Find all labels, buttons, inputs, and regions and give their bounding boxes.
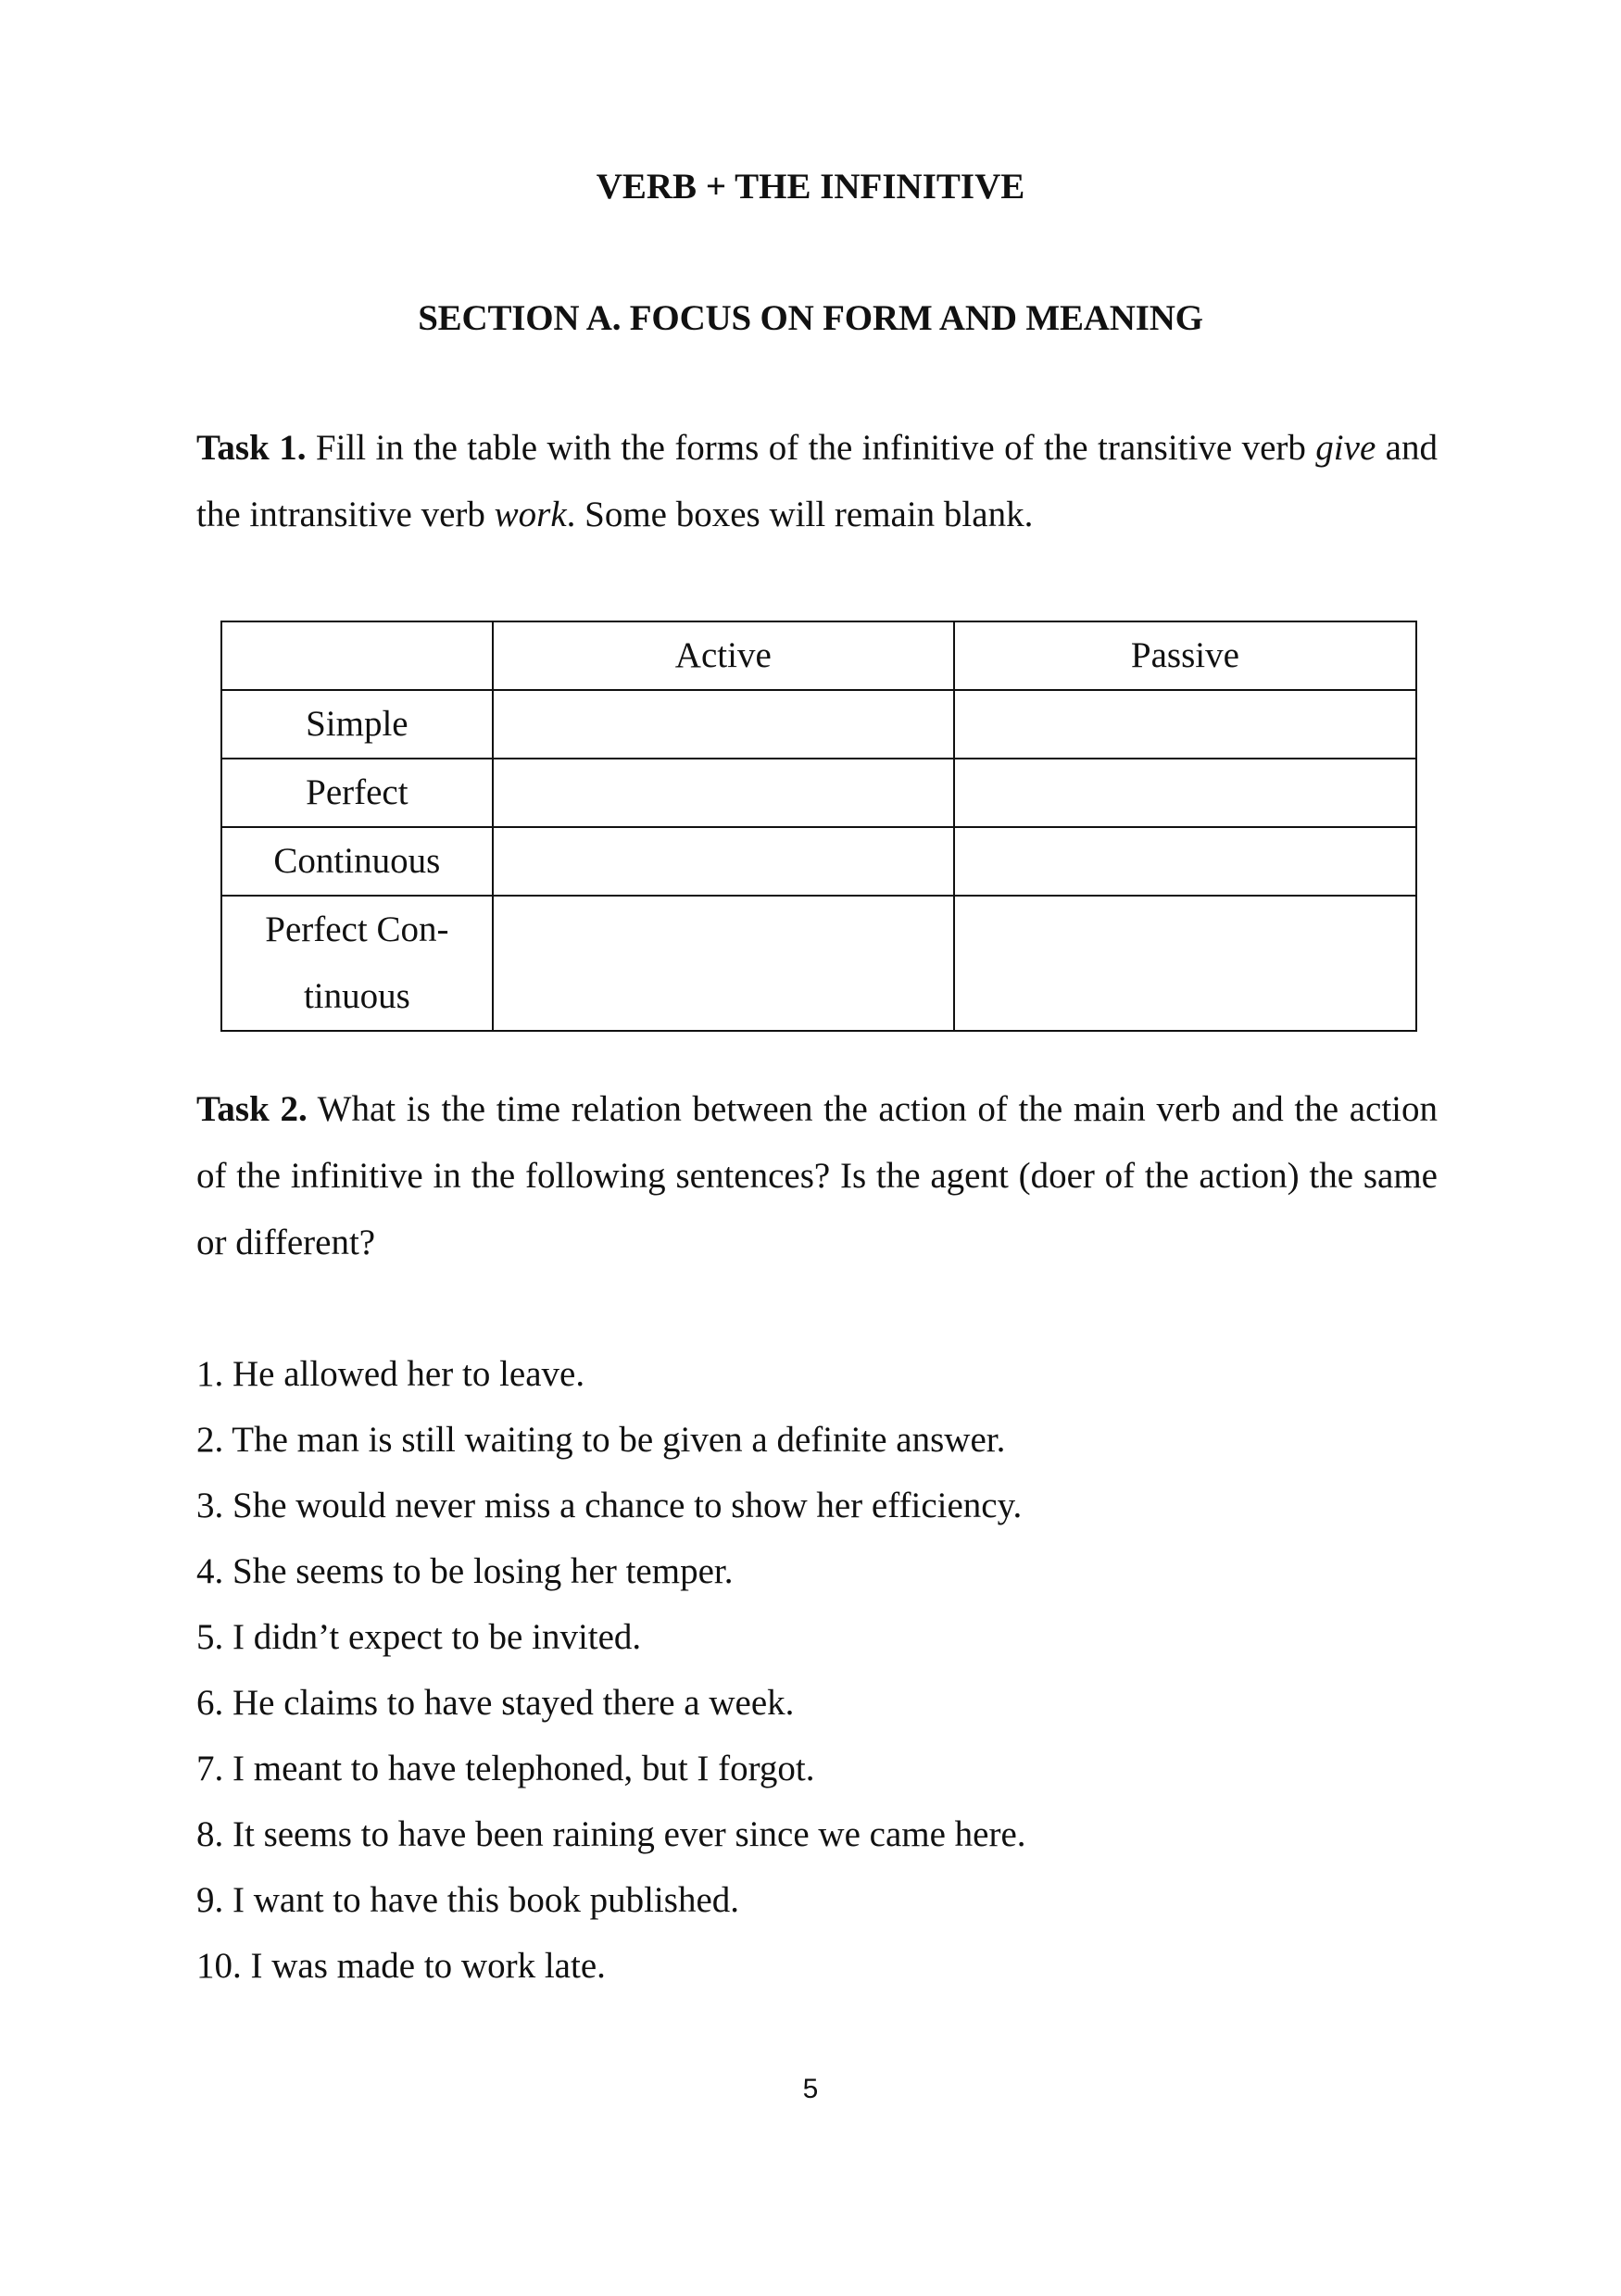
table-header-corner bbox=[221, 621, 493, 690]
table-row bbox=[221, 690, 1416, 759]
cell-perfect-passive[interactable] bbox=[954, 759, 1416, 827]
task-1-text-part-3: . Some boxes will remain blank. bbox=[566, 495, 1034, 534]
sentence-list bbox=[196, 1341, 1438, 1999]
task-2-text: What is the time relation between the action of the main verb and the action of the infinitive in the following sentences? Is the agent (doer of the action) the same or different? bbox=[196, 1089, 1438, 1262]
page-title: VERB + THE INFINITIVE bbox=[596, 167, 1025, 207]
row-label-perfect-continuous bbox=[221, 896, 493, 1031]
row-label-simple: Simple bbox=[221, 690, 493, 759]
list-item: 10. I was made to work late. bbox=[196, 1946, 606, 1986]
list-item: 5. I didn’t expect to be invited. bbox=[196, 1617, 642, 1657]
row-label-line-2: tinuous bbox=[303, 976, 410, 1016]
list-item: 8. It seems to have been raining ever since we came here. bbox=[196, 1814, 1026, 1854]
table-row bbox=[221, 896, 1416, 1031]
task-1-verb-work: work bbox=[494, 495, 567, 534]
task-1-verb-give: give bbox=[1315, 428, 1376, 468]
row-label-continuous: Continuous bbox=[221, 827, 493, 896]
row-label-perfect: Perfect bbox=[221, 759, 493, 827]
cell-perfect-continuous-active[interactable] bbox=[493, 896, 954, 1031]
cell-simple-active[interactable] bbox=[493, 690, 954, 759]
cell-perfect-continuous-passive[interactable] bbox=[954, 896, 1416, 1031]
list-item: 1. He allowed her to leave. bbox=[196, 1354, 585, 1394]
cell-simple-passive[interactable] bbox=[954, 690, 1416, 759]
list-item: 9. I want to have this book published. bbox=[196, 1880, 740, 1920]
task-2-label: Task 2. bbox=[196, 1089, 308, 1129]
row-label-line-1: Perfect Con- bbox=[265, 910, 449, 949]
page-number: 5 bbox=[802, 2074, 819, 2104]
cell-continuous-active[interactable] bbox=[493, 827, 954, 896]
task-1-instructions bbox=[196, 415, 1438, 548]
task-1-text-part-2: and the intransitive verb bbox=[196, 428, 1438, 534]
cell-continuous-passive[interactable] bbox=[954, 827, 1416, 896]
table-header-active: Active bbox=[493, 621, 954, 690]
section-title: SECTION A. FOCUS ON FORM AND MEANING bbox=[418, 298, 1203, 338]
list-item: 4. She seems to be losing her temper. bbox=[196, 1551, 734, 1591]
list-item: 2. The man is still waiting to be given a definite answer. bbox=[196, 1420, 1006, 1460]
table-row bbox=[221, 759, 1416, 827]
list-item: 6. He claims to have stayed there a week. bbox=[196, 1683, 795, 1723]
task-2-instructions bbox=[196, 1076, 1438, 1276]
infinitive-forms-table bbox=[220, 621, 1417, 1032]
cell-perfect-active[interactable] bbox=[493, 759, 954, 827]
table-row bbox=[221, 827, 1416, 896]
table-header-passive: Passive bbox=[954, 621, 1416, 690]
task-1-label: Task 1. bbox=[196, 428, 307, 468]
table-header-row bbox=[221, 621, 1416, 690]
list-item: 3. She would never miss a chance to show her efficiency. bbox=[196, 1486, 1023, 1525]
list-item: 7. I meant to have telephoned, but I forgot. bbox=[196, 1749, 815, 1788]
task-1-text-part-1: Fill in the table with the forms of the infinitive of the transitive verb bbox=[306, 428, 1316, 468]
